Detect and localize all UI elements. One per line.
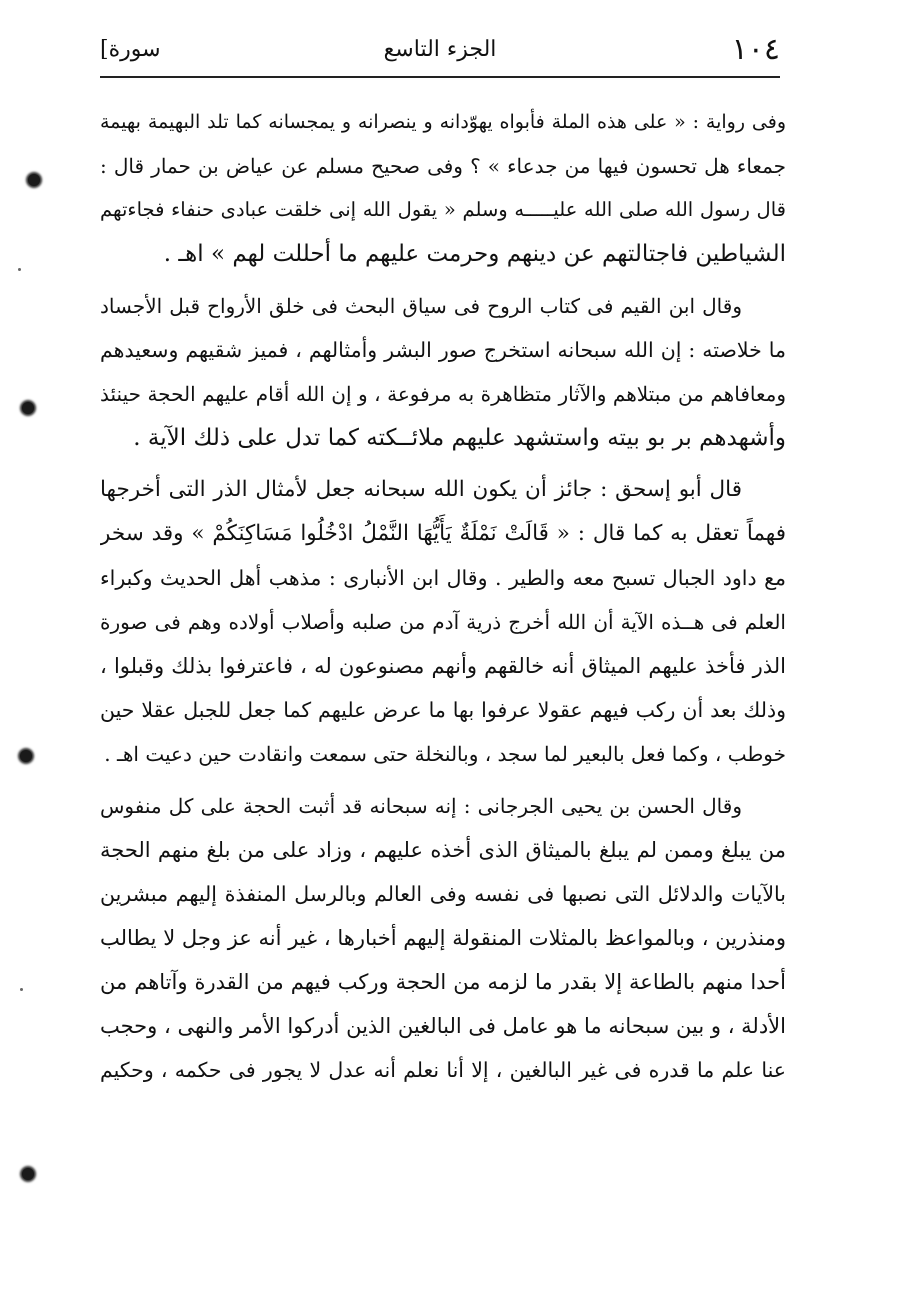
scan-speck [18,268,21,271]
text-line: وذلك بعد أن ركب فيهم عقولا عرفوا بها ما عرض عليهم كما جعل للجبل عقلا حين [100,698,786,722]
paragraph-1 [100,100,786,276]
text-line: الشياطين فاجتالتهم عن دينهم وحرمت عليهم ما أحللت لهم » اهـ . [163,241,786,267]
binding-hole-mark [22,1168,34,1180]
binding-hole-mark [28,174,40,186]
header-rule [100,76,780,78]
text-line: فهماً تعقل به كما قال : « قَالَتْ نَمْلَةٌ يَأَيُّهَا النَّمْلُ ادْخُلُوا مَسَاكِنَكُمْ » وقد سخر [100,521,786,546]
surah-label: [سورة [100,37,161,62]
text-line: قال رسول الله صلى الله عليـــــه وسلم « يقول الله إنى خلقت عبادى حنفاء فجاءتهم [100,198,786,221]
text-line: وقال الحسن بن يحيى الجرجانى : إنه سبحانه قد أثبت الحجة على كل منفوس [100,794,742,818]
text-line: ومعافاهم من مبتلاهم والآثار متظاهرة به مرفوعة ، و إن الله أقام عليهم الحجة حينئذ [100,382,786,406]
page-number: ١٠٤ [731,32,780,67]
page-header [100,30,780,74]
binding-hole-mark [22,402,34,414]
text-line: وفى رواية : « على هذه الملة فأبواه يهوّدانه و ينصرانه و يمجسانه كما تلد البهيمة بهيمة [100,111,786,133]
text-line: جمعاء هل تحسون فيها من جدعاء » ؟ وفى صحيح مسلم عن عياض بن حمار قال : [100,154,786,178]
scan-speck [20,988,23,991]
page-body [100,100,786,1100]
text-line: أحدا منهم بالطاعة إلا بقدر ما لزمه من الحجة وركب فيهم من القدرة وآتاهم من [100,970,786,994]
text-line: مع داود الجبال تسبح معه والطير . وقال ابن الأنبارى : مذهب أهل الحديث وكبراء [100,566,786,590]
text-line: قال أبو إسحق : جائز أن يكون الله سبحانه جعل لأمثال الذر التى أخرجها [100,477,742,502]
text-line: خوطب ، وكما فعل بالبعير لما سجد ، وبالنخلة حتى سمعت وانقادت حين دعيت اهـ . [104,742,786,766]
text-line: ومنذرين ، وبالمواعظ بالمثلات المنقولة إليهم أخبارها ، غير أنه عز وجل لا يطالب [100,926,786,950]
text-line: وقال ابن القيم فى كتاب الروح فى سياق البحث فى خلق الأرواح قبل الأجساد [100,294,742,318]
text-line: وأشهدهم بر بو بيته واستشهد عليهم ملائــكته كما تدل على ذلك الآية . [133,425,786,451]
text-line: الأدلة ، و بين سبحانه ما هو عامل فى البالغين الذين أدركوا الأمر والنهى ، وحجب [100,1014,786,1038]
paragraph-3 [100,468,786,776]
running-title: الجزء التاسع [383,37,497,62]
text-line: من يبلغ وممن لم يبلغ بالميثاق الذى أخذه عليهم ، وزاد على من بلغ منهم الحجة [100,838,786,862]
paragraph-4 [100,784,786,1092]
binding-hole-mark [20,750,32,762]
paragraph-2 [100,284,786,460]
text-line: بالآيات والدلائل التى نصبها فى نفسه وفى العالم وبالرسل المنفذة إليهم مبشرين [100,882,786,906]
text-line: ما خلاصته : إن الله سبحانه استخرج صور البشر وأمثالهم ، فميز شقيهم وسعيدهم [100,338,786,362]
text-line: الذر فأخذ عليهم الميثاق أنه خالقهم وأنهم مصنوعون له ، فاعترفوا بذلك وقبلوا ، [100,654,786,678]
text-line: العلم فى هــذه الآية أن الله أخرج ذرية آدم من صلبه وأصلاب أولاده وهم فى صورة [100,610,786,634]
text-line: عنا علم ما قدره فى غير البالغين ، إلا أنا نعلم أنه عدل لا يجور فى حكمه ، وحكيم [100,1058,786,1082]
